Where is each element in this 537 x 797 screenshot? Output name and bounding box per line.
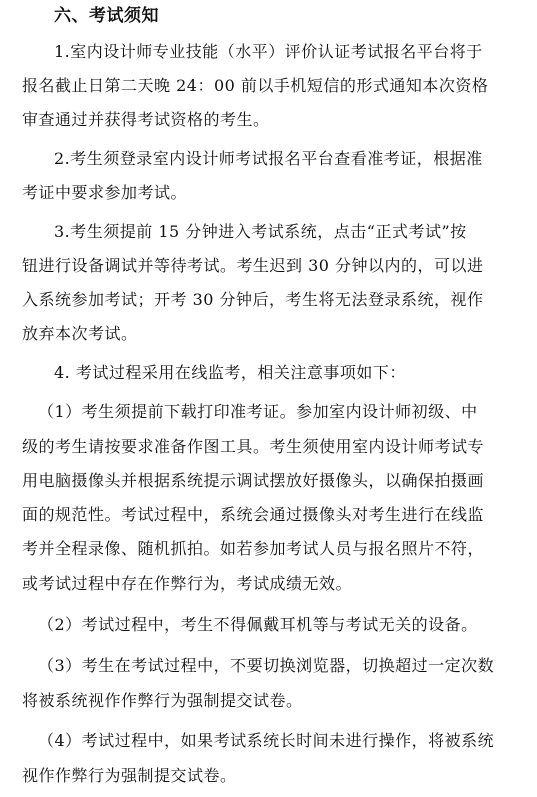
paragraph-line: 1.室内设计师专业技能（水平）评价认证考试报名平台将于	[54, 42, 483, 61]
paragraph-line: 入系统参加考试；开考 30 分钟后，考生将无法登录系统，视作	[22, 290, 484, 309]
paragraph-line: （2）考试过程中，考生不得佩戴耳机等与考试无关的设备。	[38, 615, 478, 634]
paragraph-line: 2.考生须登录室内设计师考试报名平台查看准考证，根据准	[54, 149, 483, 168]
paragraph-line: 视作作弊行为强制提交试卷。	[22, 766, 237, 785]
paragraph-line: 考并全程录像、随机抓拍。如若参加考试人员与报名照片不符，	[22, 539, 485, 558]
section-heading: 六、考试须知	[54, 6, 159, 26]
paragraph-line: 报名截止日第二天晚 24：00 前以手机短信的形式通知本次资格	[22, 76, 489, 95]
paragraph-line: 钮进行设备调试并等待考试。考生迟到 30 分钟以内的，可以进	[22, 256, 484, 275]
paragraph-line: 用电脑摄像头并根据系统提示调试摆放好摄像头，以确保拍摄画	[22, 471, 485, 490]
paragraph-line: （3）考生在考试过程中，不要切换浏览器，切换超过一定次数	[38, 656, 495, 675]
paragraph-line: （1）考生须提前下载打印准考证。参加室内设计师初级、中	[38, 402, 478, 421]
paragraph-line: 4. 考试过程采用在线监考，相关注意事项如下：	[54, 363, 406, 382]
paragraph-line: 面的规范性。考试过程中，系统会通过摄像头对考生进行在线监	[22, 505, 485, 524]
paragraph-line: 或考试过程中存在作弊行为，考试成绩无效。	[22, 574, 353, 593]
paragraph-line: 考证中要求参加考试。	[22, 183, 188, 202]
paragraph-line: 放弃本次考试。	[22, 324, 138, 343]
paragraph-line: 级的考生请按要求准备作图工具。考生须使用室内设计师考试专	[22, 437, 485, 456]
paragraph-line: 审查通过并获得考试资格的考生。	[22, 110, 270, 129]
paragraph-line: 将被系统视作作弊行为强制提交试卷。	[22, 691, 303, 710]
paragraph-line: （4）考试过程中，如果考试系统长时间未进行操作，将被系统	[38, 731, 495, 750]
paragraph-line: 3.考生须提前 15 分钟进入考试系统，点击“正式考试”按	[54, 222, 467, 241]
